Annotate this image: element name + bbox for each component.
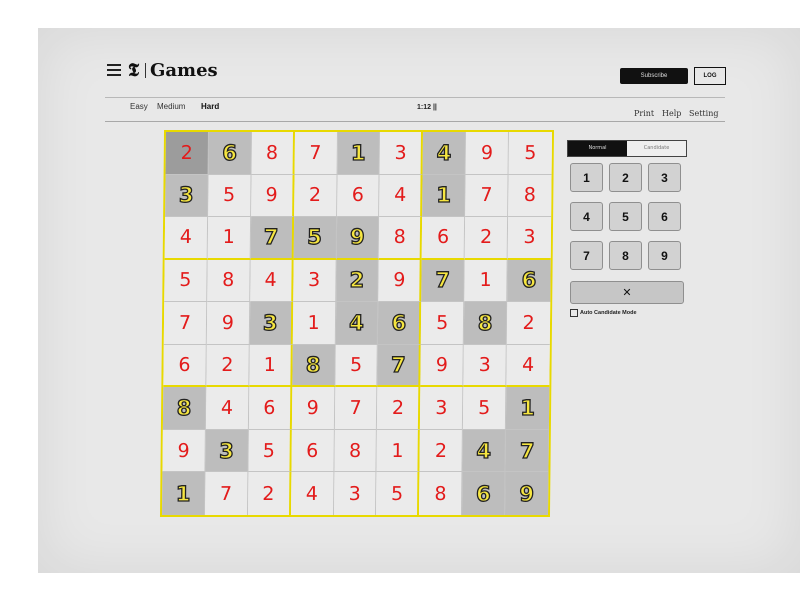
sudoku-cell-r3-c7[interactable]: 6 xyxy=(422,217,465,260)
auto-candidate-checkbox[interactable] xyxy=(570,309,578,317)
sudoku-cell-r3-c6[interactable]: 8 xyxy=(379,217,422,260)
number-key-8[interactable]: 8 xyxy=(609,241,642,270)
tab-normal[interactable]: Normal xyxy=(568,141,627,156)
sudoku-cell-r6-c1[interactable]: 6 xyxy=(163,345,206,388)
sudoku-cell-r7-c1[interactable]: 8 xyxy=(163,387,206,430)
sudoku-cell-r2-c6[interactable]: 4 xyxy=(380,175,423,218)
sudoku-cell-r1-c9[interactable]: 5 xyxy=(509,132,552,175)
sudoku-cell-r2-c4[interactable]: 2 xyxy=(294,175,337,218)
sudoku-cell-r4-c6[interactable]: 9 xyxy=(379,260,422,303)
sudoku-cell-r3-c3[interactable]: 7 xyxy=(250,217,293,260)
sudoku-cell-r1-c6[interactable]: 3 xyxy=(380,132,423,175)
settings-link[interactable]: Setting xyxy=(689,109,719,118)
sudoku-cell-r2-c5[interactable]: 6 xyxy=(337,175,380,218)
auto-candidate-toggle[interactable] xyxy=(570,309,637,317)
subscribe-button[interactable]: Subscribe xyxy=(620,68,688,84)
sudoku-cell-r4-c4[interactable]: 3 xyxy=(293,260,336,303)
difficulty-medium-tab[interactable]: Medium xyxy=(157,102,186,111)
sudoku-cell-r6-c5[interactable]: 5 xyxy=(335,345,378,388)
sudoku-cell-r9-c1[interactable]: 1 xyxy=(162,472,205,515)
sudoku-cell-r8-c2[interactable]: 3 xyxy=(205,430,248,473)
sudoku-cell-r6-c4[interactable]: 8 xyxy=(292,345,335,388)
sudoku-cell-r4-c9[interactable]: 6 xyxy=(507,260,550,303)
sudoku-cell-r3-c9[interactable]: 3 xyxy=(508,217,551,260)
sudoku-cell-r9-c6[interactable]: 5 xyxy=(376,472,419,515)
sudoku-cell-r8-c5[interactable]: 8 xyxy=(334,430,377,473)
sudoku-cell-r5-c1[interactable]: 7 xyxy=(164,302,207,345)
sudoku-cell-r8-c6[interactable]: 1 xyxy=(377,430,420,473)
sudoku-cell-r8-c3[interactable]: 5 xyxy=(248,430,291,473)
sudoku-cell-r1-c5[interactable]: 1 xyxy=(337,132,380,175)
sudoku-cell-r5-c7[interactable]: 5 xyxy=(421,302,464,345)
difficulty-easy-tab[interactable]: Easy xyxy=(130,102,148,111)
sudoku-cell-r6-c3[interactable]: 1 xyxy=(249,345,292,388)
number-key-4[interactable]: 4 xyxy=(570,202,603,231)
tab-candidate[interactable]: Candidate xyxy=(627,141,686,156)
sudoku-cell-r5-c4[interactable]: 1 xyxy=(292,302,335,345)
sudoku-cell-r4-c5[interactable]: 2 xyxy=(336,260,379,303)
mode-toggle xyxy=(567,140,687,157)
sudoku-cell-r4-c1[interactable]: 5 xyxy=(164,260,207,303)
sudoku-cell-r1-c7[interactable]: 4 xyxy=(423,132,466,175)
sudoku-cell-r9-c2[interactable]: 7 xyxy=(205,472,248,515)
sudoku-cell-r9-c8[interactable]: 6 xyxy=(462,472,505,515)
sudoku-cell-r5-c6[interactable]: 6 xyxy=(378,302,421,345)
help-link[interactable]: Help xyxy=(662,109,682,118)
sudoku-cell-r6-c6[interactable]: 7 xyxy=(378,345,421,388)
sudoku-cell-r8-c1[interactable]: 9 xyxy=(162,430,205,473)
sudoku-cell-r3-c4[interactable]: 5 xyxy=(293,217,336,260)
difficulty-hard-tab[interactable]: Hard xyxy=(201,102,220,111)
sudoku-cell-r1-c4[interactable]: 7 xyxy=(294,132,337,175)
sudoku-cell-r8-c7[interactable]: 2 xyxy=(420,430,463,473)
header-divider xyxy=(105,97,725,98)
sudoku-cell-r5-c3[interactable]: 3 xyxy=(250,302,293,345)
sudoku-cell-r1-c8[interactable]: 9 xyxy=(466,132,509,175)
sudoku-cell-r1-c3[interactable]: 8 xyxy=(251,132,294,175)
sudoku-cell-r7-c3[interactable]: 6 xyxy=(249,387,292,430)
number-key-7[interactable]: 7 xyxy=(570,241,603,270)
print-link[interactable]: Print xyxy=(634,109,655,118)
sudoku-cell-r1-c2[interactable]: 6 xyxy=(208,132,251,175)
sudoku-cell-r5-c9[interactable]: 2 xyxy=(507,302,550,345)
sudoku-cell-r2-c8[interactable]: 7 xyxy=(465,175,508,218)
sudoku-cell-r9-c3[interactable]: 2 xyxy=(248,472,291,515)
sudoku-cell-r5-c2[interactable]: 9 xyxy=(207,302,250,345)
sudoku-cell-r9-c4[interactable]: 4 xyxy=(291,472,334,515)
number-key-1[interactable]: 1 xyxy=(570,163,603,192)
sudoku-cell-r9-c7[interactable]: 8 xyxy=(419,472,462,515)
login-button[interactable]: LOG xyxy=(694,67,726,85)
sudoku-cell-r7-c9[interactable]: 1 xyxy=(506,387,549,430)
sudoku-cell-r1-c1[interactable]: 2 xyxy=(166,132,209,175)
sudoku-cell-r4-c7[interactable]: 7 xyxy=(422,260,465,303)
sudoku-cell-r7-c2[interactable]: 4 xyxy=(206,387,249,430)
sudoku-cell-r8-c4[interactable]: 6 xyxy=(291,430,334,473)
auto-candidate-label: Auto Candidate Mode xyxy=(580,310,637,316)
logo-separator xyxy=(145,63,146,78)
sudoku-cell-r8-c8[interactable]: 4 xyxy=(463,430,506,473)
sudoku-cell-r2-c9[interactable]: 8 xyxy=(508,175,551,218)
sudoku-cell-r6-c8[interactable]: 3 xyxy=(464,345,507,388)
sudoku-cell-r6-c7[interactable]: 9 xyxy=(421,345,464,388)
sudoku-cell-r3-c5[interactable]: 9 xyxy=(336,217,379,260)
sudoku-cell-r7-c6[interactable]: 2 xyxy=(377,387,420,430)
number-key-6[interactable]: 6 xyxy=(648,202,681,231)
number-key-2[interactable]: 2 xyxy=(609,163,642,192)
games-logo-text[interactable]: Games xyxy=(150,60,218,81)
timer[interactable]: 1:12 || xyxy=(417,104,437,111)
erase-button[interactable]: ✕ xyxy=(570,281,684,304)
sudoku-cell-r3-c2[interactable]: 1 xyxy=(208,217,251,260)
sudoku-cell-r3-c1[interactable]: 4 xyxy=(165,217,208,260)
sudoku-cell-r9-c5[interactable]: 3 xyxy=(334,472,377,515)
sudoku-cell-r8-c9[interactable]: 7 xyxy=(506,430,549,473)
sudoku-cell-r2-c2[interactable]: 5 xyxy=(208,175,251,218)
sudoku-cell-r7-c4[interactable]: 9 xyxy=(292,387,335,430)
sudoku-cell-r2-c3[interactable]: 9 xyxy=(251,175,294,218)
sudoku-cell-r2-c7[interactable]: 1 xyxy=(422,175,465,218)
hamburger-menu-icon[interactable] xyxy=(107,64,121,76)
number-key-9[interactable]: 9 xyxy=(648,241,681,270)
number-key-3[interactable]: 3 xyxy=(648,163,681,192)
sudoku-cell-r7-c8[interactable]: 5 xyxy=(463,387,506,430)
number-key-5[interactable]: 5 xyxy=(609,202,642,231)
sudoku-cell-r7-c5[interactable]: 7 xyxy=(334,387,377,430)
sudoku-cell-r5-c8[interactable]: 8 xyxy=(464,302,507,345)
sudoku-cell-r9-c9[interactable]: 9 xyxy=(505,472,548,515)
nyt-logo-icon[interactable]: 𝕿 xyxy=(128,60,140,81)
sudoku-cell-r4-c3[interactable]: 4 xyxy=(250,260,293,303)
nav-divider xyxy=(105,121,725,122)
sudoku-cell-r4-c8[interactable]: 1 xyxy=(464,260,507,303)
sudoku-cell-r7-c7[interactable]: 3 xyxy=(420,387,463,430)
sudoku-cell-r4-c2[interactable]: 8 xyxy=(207,260,250,303)
sudoku-cell-r3-c8[interactable]: 2 xyxy=(465,217,508,260)
sudoku-cell-r2-c1[interactable]: 3 xyxy=(165,175,208,218)
sudoku-cell-r6-c2[interactable]: 2 xyxy=(206,345,249,388)
sudoku-board xyxy=(160,130,554,517)
sudoku-cell-r5-c5[interactable]: 4 xyxy=(335,302,378,345)
sudoku-cell-r6-c9[interactable]: 4 xyxy=(506,345,549,388)
